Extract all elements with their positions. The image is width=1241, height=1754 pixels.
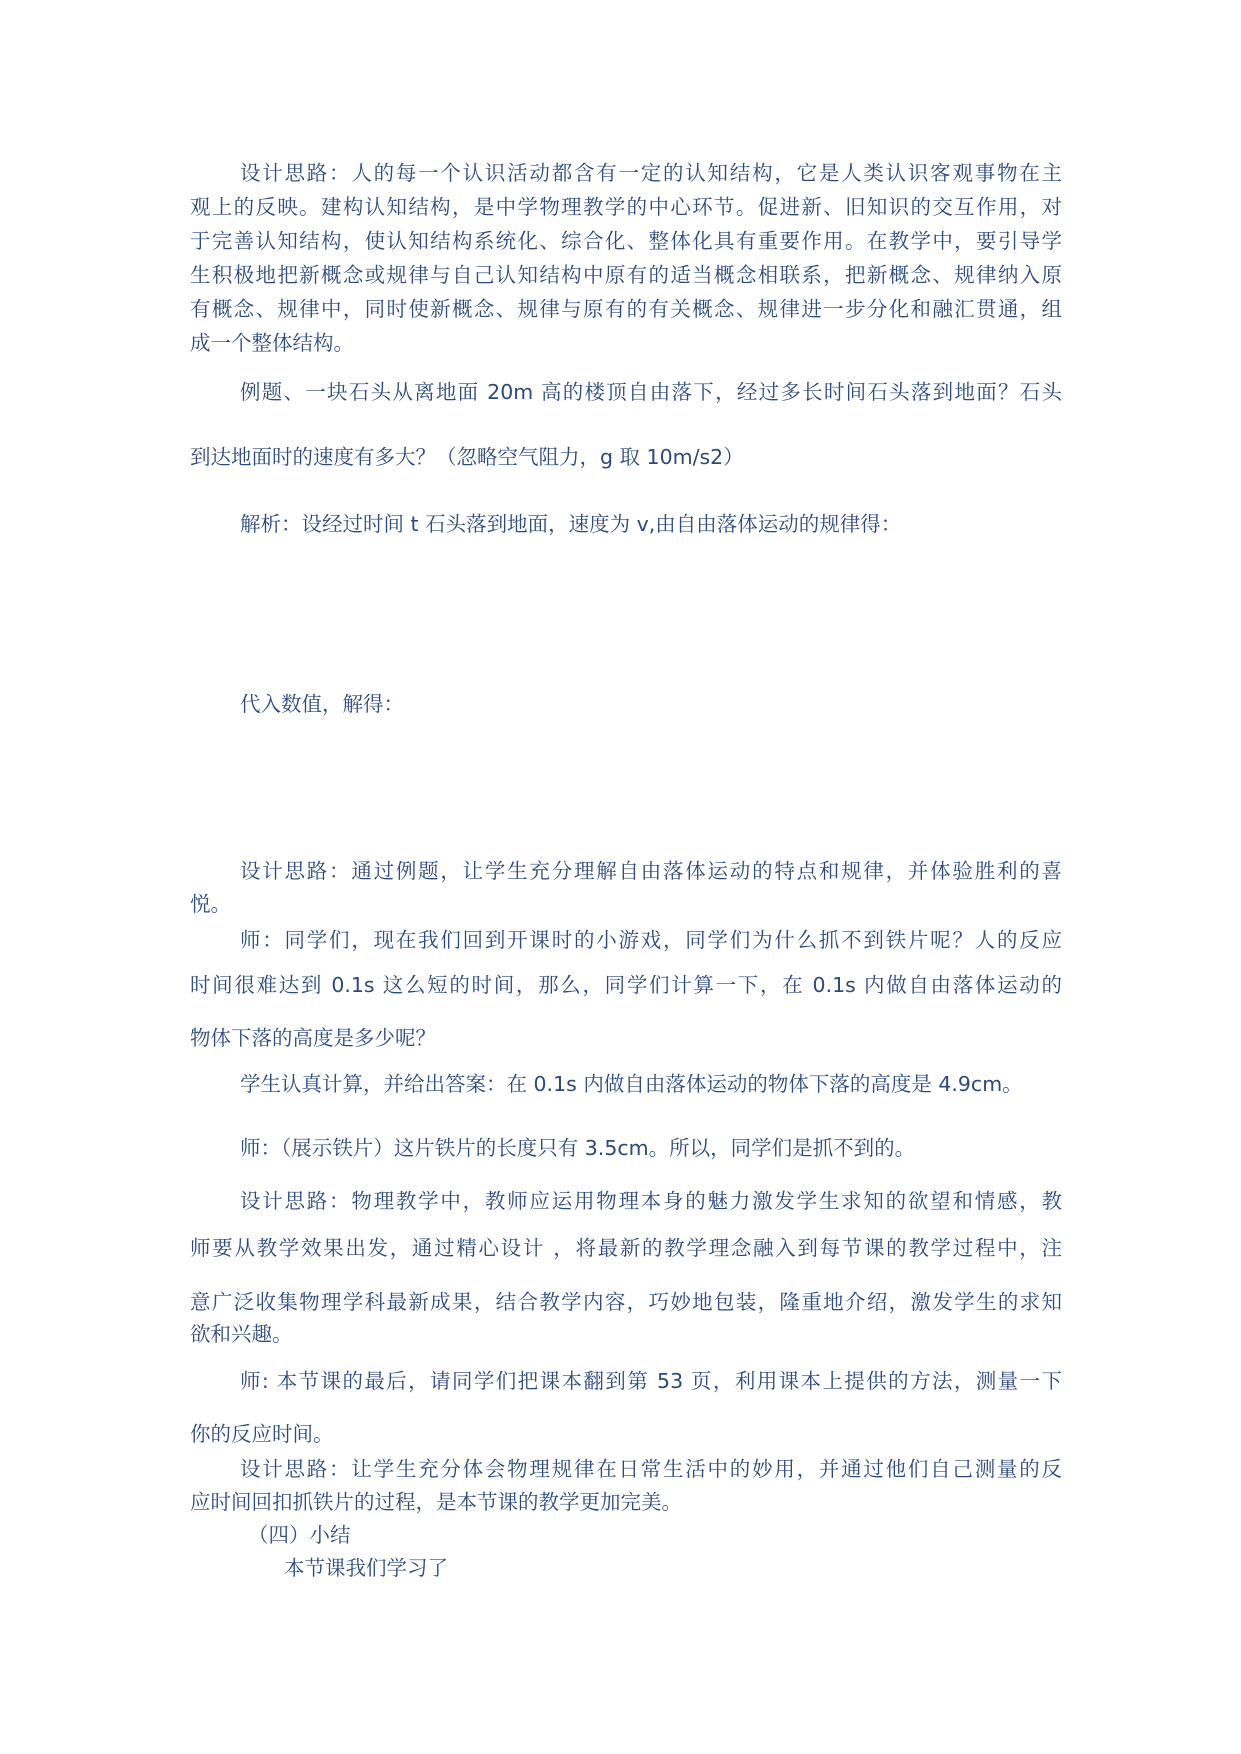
example-problem-line-2: 到达地面时的速度有多大？（忽略空气阻力，g 取 10m/s2）	[190, 445, 744, 469]
student-answer-line: 学生认真计算，并给出答案：在 0.1s 内做自由落体运动的物体下落的高度是 4.9cm。	[240, 1072, 1023, 1096]
paragraph-design-idea-3-line-3: 意广泛收集物理学科最新成果，结合教学内容，巧妙地包装，隆重地介绍，激发学生的求知	[190, 1290, 1062, 1314]
teacher-dialogue-line-2: 时间很难达到 0.1s 这么短的时间，那么，同学们计算一下，在 0.1s 内做自由落体运动的	[190, 973, 1062, 997]
teacher-dialogue-line-1: 师：同学们，现在我们回到开课时的小游戏，同学们为什么抓不到铁片呢？人的反应	[240, 928, 1062, 952]
paragraph-design-idea-3-line-1: 设计思路：物理教学中，教师应运用物理本身的魅力激发学生求知的欲望和情感，教	[240, 1189, 1062, 1213]
teacher-closing-line-2: 你的反应时间。	[190, 1422, 334, 1446]
section-heading-summary: （四）小结	[248, 1523, 351, 1547]
paragraph-design-idea-1-line-5: 有概念、规律中，同时使新概念、规律与原有的有关概念、规律进一步分化和融汇贯通，组	[190, 297, 1062, 321]
paragraph-design-idea-1-line-4: 生积极地把新概念或规律与自己认知结构中原有的适当概念相联系，把新概念、规律纳入原	[190, 263, 1062, 287]
teacher-show-line: 师：（展示铁片）这片铁片的长度只有 3.5cm。所以，同学们是抓不到的。	[240, 1136, 916, 1160]
paragraph-design-idea-2-line-2: 悦。	[190, 892, 231, 916]
paragraph-design-idea-3-line-2: 师要从教学效果出发，通过精心设计 ，将最新的教学理念融入到每节课的教学过程中，注	[190, 1236, 1062, 1260]
paragraph-design-idea-1-line-3: 于完善认知结构，使认知结构系统化、综合化、整体化具有重要作用。在教学中，要引导学	[190, 229, 1062, 253]
paragraph-design-idea-1-line-2: 观上的反映。建构认知结构，是中学物理教学的中心环节。促进新、旧知识的交互作用，对	[190, 195, 1062, 219]
substitute-values-line: 代入数值，解得：	[240, 692, 404, 716]
paragraph-design-idea-2-line-1: 设计思路：通过例题，让学生充分理解自由落体运动的特点和规律，并体验胜利的喜	[240, 859, 1062, 883]
paragraph-design-idea-4-line-2: 应时间回扣抓铁片的过程，是本节课的教学更加完美。	[190, 1490, 682, 1514]
teacher-dialogue-line-3: 物体下落的高度是多少呢？	[190, 1026, 436, 1050]
example-problem-line-1: 例题、一块石头从离地面 20m 高的楼顶自由落下，经过多长时间石头落到地面？石头	[240, 380, 1062, 404]
teacher-closing-line-1: 师: 本节课的最后，请同学们把课本翻到第 53 页，利用课本上提供的方法，测量一下	[240, 1369, 1062, 1393]
solution-line: 解析：设经过时间 t 石头落到地面，速度为 v,由自由落体运动的规律得：	[240, 512, 902, 536]
paragraph-design-idea-1-line-6: 成一个整体结构。	[190, 331, 354, 355]
paragraph-design-idea-4-line-1: 设计思路：让学生充分体会物理规律在日常生活中的妙用，并通过他们自己测量的反	[240, 1457, 1062, 1481]
summary-line: 本节课我们学习了	[284, 1556, 448, 1580]
paragraph-design-idea-3-line-4: 欲和兴趣。	[190, 1322, 293, 1346]
paragraph-design-idea-1-line-1: 设计思路：人的每一个认识活动都含有一定的认知结构，它是人类认识客观事物在主	[240, 161, 1062, 185]
